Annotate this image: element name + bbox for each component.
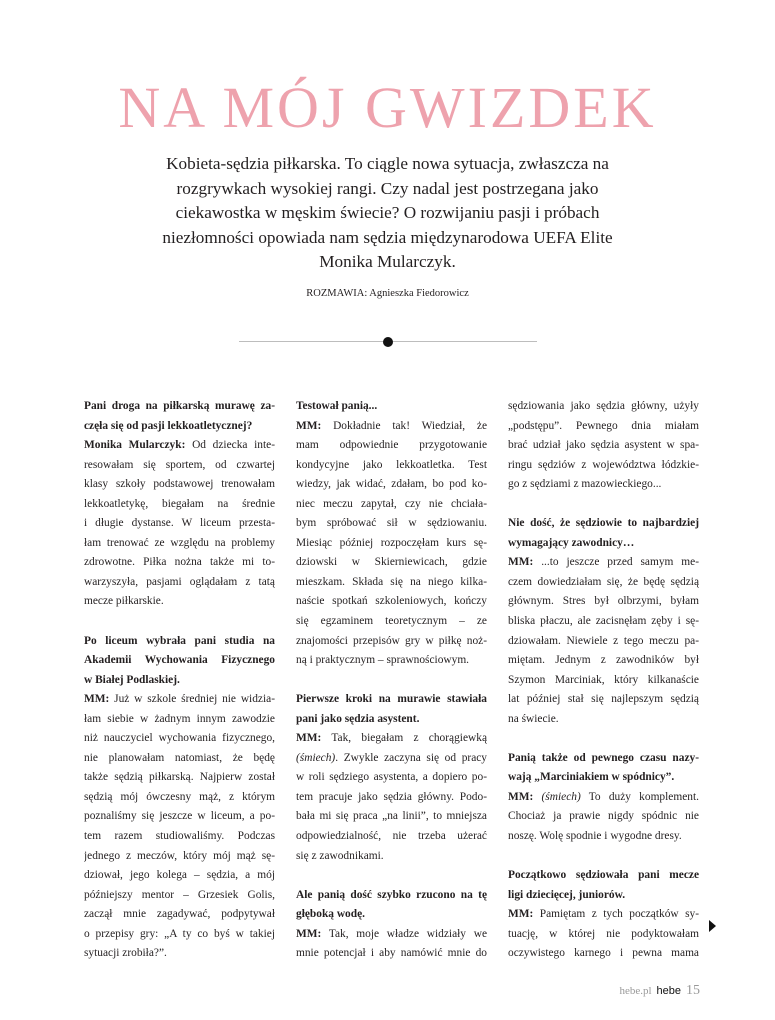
text-line: kondycyjne jako lekkoatletka. Test <box>296 458 487 471</box>
text-line: Pani droga na piłkarską murawę za- <box>84 400 275 412</box>
text-line: mecze piłkarskie. <box>84 595 164 608</box>
text-line: sędziowania jako sędzia główny, użyły <box>508 400 699 412</box>
speaker-label: MM: <box>84 693 110 706</box>
text-line: sytuacji zrobiła?”. <box>84 947 167 960</box>
text-line: „podstępu”. Pewnego dnia miałam <box>508 419 699 432</box>
text-line: niż nauczyciel wychowania fizycznego, <box>84 732 275 745</box>
text-line: Nie dość, że sędziowie to najbardziej <box>508 517 699 530</box>
text-line: mieszkam. Składa się na niego kilka- <box>296 575 487 588</box>
text-line: jednego z meczów, który mój mąż sę- <box>84 849 275 862</box>
paragraph-gap <box>508 729 699 749</box>
continue-arrow-icon <box>709 920 716 932</box>
text-line: znajomości przepisów gry w piłkę noż- <box>296 634 487 647</box>
text-line: także sędzią piłkarską. Najpierw został <box>84 771 275 784</box>
speaker-label: MM: <box>296 419 322 432</box>
text-line: resowałam się sportem, od czwartej <box>84 458 275 471</box>
speaker-label: Monika Mularczyk: <box>84 439 186 452</box>
text-line: oczywistego karnego i pewna mama <box>508 947 699 960</box>
text-line: MM: Tak, moje władze widziały we <box>296 927 487 940</box>
text-line: MM: (śmiech) To duży komplement. <box>508 790 699 803</box>
speaker-label: MM: <box>508 908 534 921</box>
text-line: się egzaminem teoretycznym – ze <box>296 615 487 628</box>
text-line: warzyszyła, pasjami oglądałam z tatą <box>84 575 275 588</box>
question <box>508 866 699 905</box>
text-line: łam siebie w żadnym innym zawodzie <box>84 712 275 725</box>
text-line: w roli sędziego asystenta, a dopiero po- <box>296 771 487 784</box>
text-line: nie planowałam natomiast, że będę <box>84 751 275 764</box>
speaker-label: MM: <box>508 556 534 569</box>
answer <box>296 417 487 671</box>
text-line: późniejszy mentor – Grzesiek Golis, <box>84 888 275 901</box>
column-3 <box>508 397 699 964</box>
text-line: tuację, w której nie podyktowałam <box>508 927 699 940</box>
article-lead: Kobieta-sędzia piłkarska. To ciągle nowa sytuacja, zwłaszcza na rozgrywkach wysokiej rangi. Czy nadal jest postrzegana jako ciekawostka w męskim świecie? O rozwijaniu pasji i próbach niezłomności opowiada nam sędzia międzynarodowa UEFA Elite Monika Mularczyk. <box>162 154 613 272</box>
text-line: miętam. Jednym z zawodników był <box>508 654 699 667</box>
text-line: bliska płaczu, ale zacisnęłam zęby i sę- <box>508 615 699 628</box>
column-2 <box>296 397 487 964</box>
text-line: na świecie. <box>508 712 559 725</box>
paragraph-gap <box>508 847 699 867</box>
text-line: Chociaż ja prawie nigdy spódnic nie <box>508 810 699 823</box>
question <box>296 397 487 417</box>
text-line: Początkowo sędziowała pani mecze <box>508 869 699 882</box>
divider-group <box>239 337 537 347</box>
text-line: wają „Marciniakiem w spódnicy”. <box>508 771 675 784</box>
answer <box>508 905 699 964</box>
divider-dot <box>383 337 393 347</box>
text-line: klasy szkoły podstawowej trenowałam <box>84 478 275 491</box>
laugh-note: (śmiech) <box>296 751 336 764</box>
text-line: zdrowotne. Piłka nożna także mi to- <box>84 556 275 569</box>
paragraph-gap <box>296 866 487 886</box>
article-header <box>0 76 775 347</box>
column-1 <box>84 397 275 964</box>
text-line: głęboką wodę. <box>296 908 365 921</box>
text-line: poznaliśmy się jeszcze w liceum, a po- <box>84 810 275 823</box>
answer <box>508 553 699 729</box>
text-line: Pierwsze kroki na murawie stawiała <box>296 693 487 706</box>
text-line: o przepisy gry: „A ty co byś w takiej <box>84 927 275 940</box>
text-line: dziowski w Skierniewicach, gdzie <box>296 556 487 569</box>
text-line: łam trenować ze względu na problemy <box>84 536 275 549</box>
speaker-label: MM: <box>296 732 322 745</box>
answer <box>508 397 699 495</box>
text-line: (śmiech). Zwykle zaczyna się od pracy <box>296 751 487 764</box>
text-line: Monika Mularczyk: Od dziecka inte- <box>84 439 275 452</box>
question <box>296 690 487 729</box>
question <box>84 632 275 691</box>
answer <box>84 690 275 964</box>
footer-site: hebe.pl <box>619 985 652 997</box>
text-line: MM: Już w szkole średniej nie widzia- <box>84 693 275 706</box>
answer <box>296 925 487 964</box>
text-line: zaczął mnie zagadywać, podpytywał <box>84 908 275 921</box>
text-line: wiedzy, jak widać, zdałam, bo pod ko- <box>296 478 487 491</box>
text-line: bała mi się praca „na linii”, to mniejsza <box>296 810 487 823</box>
text-line: Panią także od pewnego czasu nazy- <box>508 751 699 764</box>
answer <box>296 729 487 866</box>
text-line: ringu sędziów z województwa łódzkie- <box>508 458 699 471</box>
footer-brand-logo: hebe <box>656 985 681 997</box>
text-line: mam odpowiednie przygotowanie <box>296 439 487 452</box>
answer <box>84 436 275 612</box>
text-line: MM: Dokładnie tak! Wiedział, że <box>296 419 487 432</box>
text-line: częła się od pasji lekkoatletycznej? <box>84 419 253 432</box>
question <box>296 886 487 925</box>
text-line: MM: Pamiętam z tych początków sy- <box>508 908 699 921</box>
text-line: lekkoatletykę, biegałam na średnie <box>84 497 275 510</box>
text-line: noszę. Wolę spodnie i wygodne dresy. <box>508 830 682 843</box>
text-line: ną i praktycznym – sprawnościowym. <box>296 654 470 667</box>
text-line: go z sędziami z mazowieckiego... <box>508 478 662 491</box>
text-line: Szymon Marciniak, który kilkanaście <box>508 673 699 686</box>
speaker-label: MM: <box>508 790 534 803</box>
text-line: i długie dystanse. W liceum przesta- <box>84 517 275 530</box>
text-line: odpowiedzialność, nie trzeba użerać <box>296 830 487 843</box>
question <box>508 749 699 788</box>
page-footer <box>619 983 700 999</box>
text-line: ligi dziecięcej, juniorów. <box>508 888 626 901</box>
text-line: Testował panią... <box>296 400 378 412</box>
text-line: MM: ...to jeszcze przed samym me- <box>508 556 699 569</box>
text-line: tem pracuje jako sędzia główny. Podo- <box>296 790 487 803</box>
paragraph-gap <box>508 495 699 515</box>
text-line: lat później stał się najlepszym sędzią <box>508 693 699 706</box>
text-line: wymagający zawodnicy… <box>508 536 635 549</box>
text-line: pani jako sędzia asystent. <box>296 712 420 725</box>
text-line: niec meczu zapytał, czy nie chciała- <box>296 497 487 510</box>
text-line: Ale panią dość szybko rzucono na tę <box>296 888 487 901</box>
text-line: czem dowiedziałam się, że będę sędzią <box>508 575 699 588</box>
text-line: bym spróbować sił w sędziowaniu. <box>296 517 487 530</box>
page-number: 15 <box>686 983 700 998</box>
paragraph-gap <box>84 612 275 632</box>
text-line: Po liceum wybrała pani studia na <box>84 634 275 647</box>
answer <box>508 788 699 847</box>
paragraph-gap <box>296 671 487 691</box>
text-line: Akademii Wychowania Fizycznego <box>84 654 275 667</box>
article-title: NA MÓJ GWIZDEK <box>118 75 657 140</box>
text-line: głównym. Stres był olbrzymi, byłam <box>508 595 699 608</box>
text-line: MM: Tak, biegałam z chorągiewką <box>296 732 487 745</box>
byline: ROZMAWIA: Agnieszka Fiedorowicz <box>306 287 469 299</box>
text-line: sędzią mój ówczesny mąż, z którym <box>84 790 275 803</box>
text-line: brać udział jako sędzia asystent w spa- <box>508 439 699 452</box>
text-line: mnie potencjał i aby namówić mnie do <box>296 947 487 960</box>
text-line: Miesiąc później rozpoczęłam kurs sę- <box>296 536 487 549</box>
laugh-note: (śmiech) <box>541 790 581 803</box>
text-line: tem razem studiowaliśmy. Podczas <box>84 830 275 843</box>
question <box>84 397 275 436</box>
text-line: dziowałam. Niewiele z tego meczu pa- <box>508 634 699 647</box>
text-line: dziował, jego kolega – sędzia, a mój <box>84 869 275 882</box>
question <box>508 514 699 553</box>
text-line: się z zawodnikami. <box>296 849 384 862</box>
speaker-label: MM: <box>296 927 322 940</box>
text-line: naście spotkań szkoleniowych, kończy <box>296 595 487 608</box>
text-line: w Białej Podlaskiej. <box>84 673 180 686</box>
